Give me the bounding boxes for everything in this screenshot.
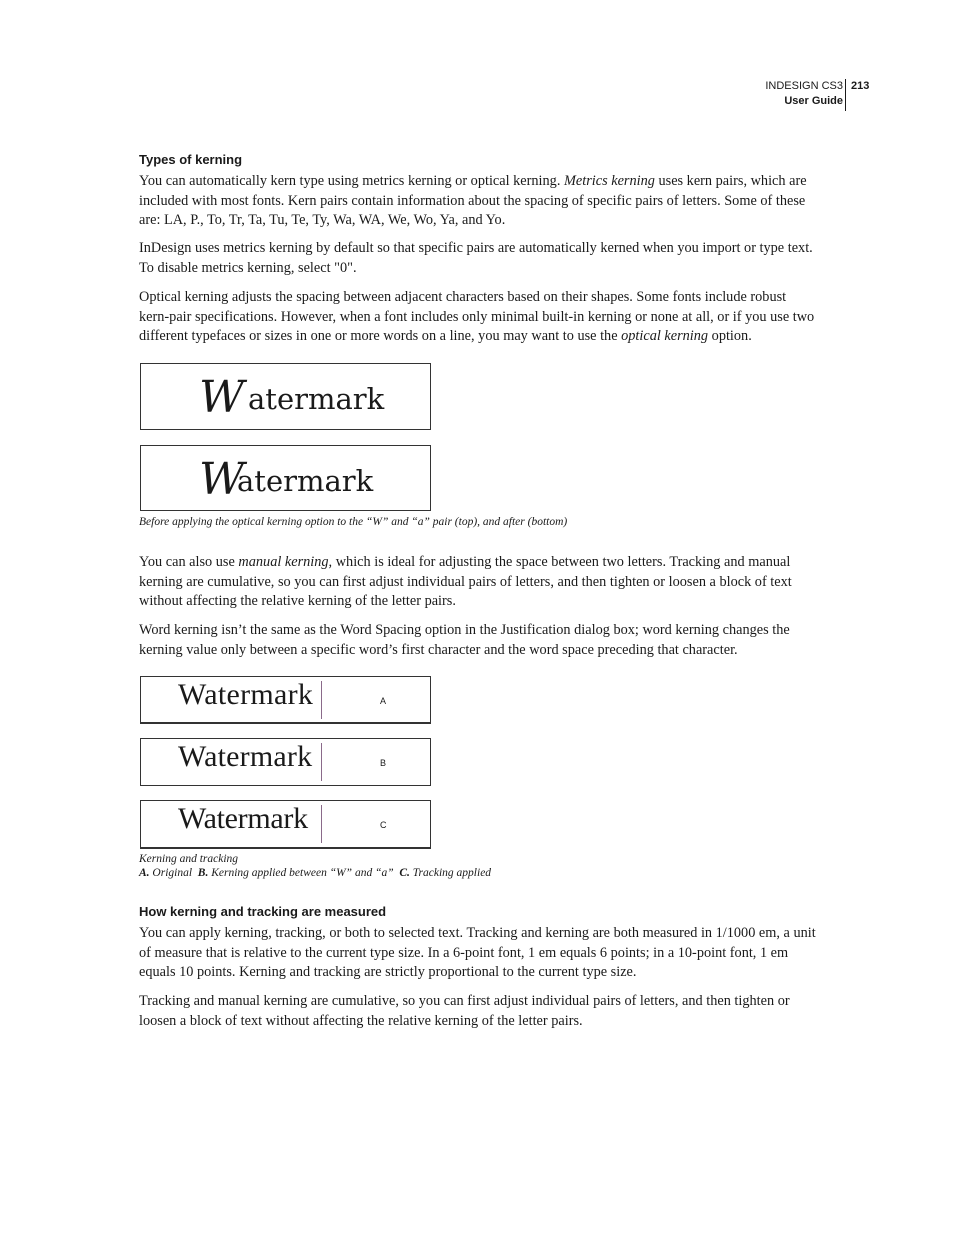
paragraph-cumulative: Tracking and manual kerning are cumulative, so you can first adjust individual pairs of letters, and then tighten or loosen a block of text without affecting the relative kerning of the letter pairs. <box>139 993 790 1029</box>
text-cursor <box>321 681 322 719</box>
text-cursor <box>321 743 322 781</box>
header-guide: User Guide <box>784 95 843 107</box>
paragraph-default-kerning: InDesign uses metrics kerning by default so that specific pairs are automatically kerned when you import or type text. To disable metrics kerning, select "0". <box>139 240 813 276</box>
text-run: Optical kerning adjusts the spacing between adjacent characters based on their shapes. Some fonts include robust kern-pair specifications. However, when a font includes only minimal built-in kerning or none at all, or if you use two different typefaces or sizes in one or more words on a line, you may want to use the <box>139 289 815 345</box>
legend-text: Tracking applied <box>412 867 492 879</box>
paragraph-word-kerning: Word kerning isn’t the same as the Word Spacing option in the Justification dialog box; word kerning changes the kerning value only between a specific word’s first character and the word space preceding that character. <box>139 622 790 658</box>
text-run: option. <box>708 328 752 345</box>
legend-letter: A. <box>139 867 150 879</box>
running-header <box>765 79 870 109</box>
emphasis: Metrics kerning <box>563 173 655 189</box>
sample-label: C <box>380 820 387 830</box>
paragraph-measurement-units: You can apply kerning, tracking, or both to selected text. Tracking and kerning are both measured in 1/1000 em, a unit of measure that is relative to the current type size. In a 6-point font, 1 em equals 6 points; in a 10-point font, 1 em equals 10 points. Kerning and tracking are strictly proportional to the current type size. <box>139 925 816 981</box>
section-heading-types-of-kerning: Types of kerning <box>139 152 243 167</box>
kerning-sample-a <box>140 676 431 724</box>
paragraph-manual-kerning <box>139 553 819 612</box>
paragraph-metrics-kerning <box>139 172 819 231</box>
paragraph-optical-kerning <box>139 288 819 347</box>
figure-after-optical-kerning <box>140 445 431 511</box>
figure-caption-kerning-tracking <box>139 852 491 880</box>
emphasis: optical kerning <box>621 328 709 345</box>
text-run: which is ideal for adjusting the space between two letters. Tracking and manual kerning are cumulative, so you can first adjust individual pairs of letters, and then tighten or loosen a block of text without affecting the relative kerning of the letter pairs. <box>139 554 792 610</box>
legend-letter: C. <box>399 867 410 879</box>
text-run: uses kern pairs, which are included with most fonts. Kern pairs contain information about the spacing of specific pairs of letters. Some of these are: LA, P., To, Tr, Ta, Tu, Te, Ty, Wa, WA, We, Wo, Ya, and Yo. <box>139 173 807 229</box>
figure-before-optical-kerning <box>140 363 431 430</box>
legend-text: Kerning applied between “W” and “a” <box>211 867 394 879</box>
sample-word: Watermark <box>178 740 313 773</box>
caption-title: Kerning and tracking <box>139 853 239 865</box>
word-remainder: atermark <box>237 464 374 498</box>
kerning-sample-c <box>140 800 431 849</box>
sample-word: Watermark <box>178 678 314 711</box>
text-cursor <box>321 805 322 843</box>
kerning-sample-b <box>140 738 431 786</box>
sample-label: B <box>380 758 387 768</box>
emphasis: manual kerning, <box>238 554 333 570</box>
header-product: INDESIGN CS3 <box>765 80 843 92</box>
section-heading-measured: How kerning and tracking are measured <box>139 904 387 919</box>
caption-legend <box>139 866 491 880</box>
legend-text: Original <box>152 867 193 879</box>
text-run: You can also use <box>139 554 239 570</box>
script-initial-w: W <box>199 454 245 505</box>
script-initial-w: W <box>199 372 245 423</box>
figure-caption-optical: Before applying the optical kerning option to the “W” and “a” pair (top), and after (bottom) <box>139 516 568 528</box>
text-run: You can automatically kern type using metrics kerning or optical kerning. <box>139 173 564 189</box>
page-number: 213 <box>845 79 869 111</box>
word-remainder: atermark <box>248 382 385 416</box>
legend-letter: B. <box>197 867 209 879</box>
sample-label: A <box>380 696 387 706</box>
sample-word: Watermark <box>178 802 308 835</box>
